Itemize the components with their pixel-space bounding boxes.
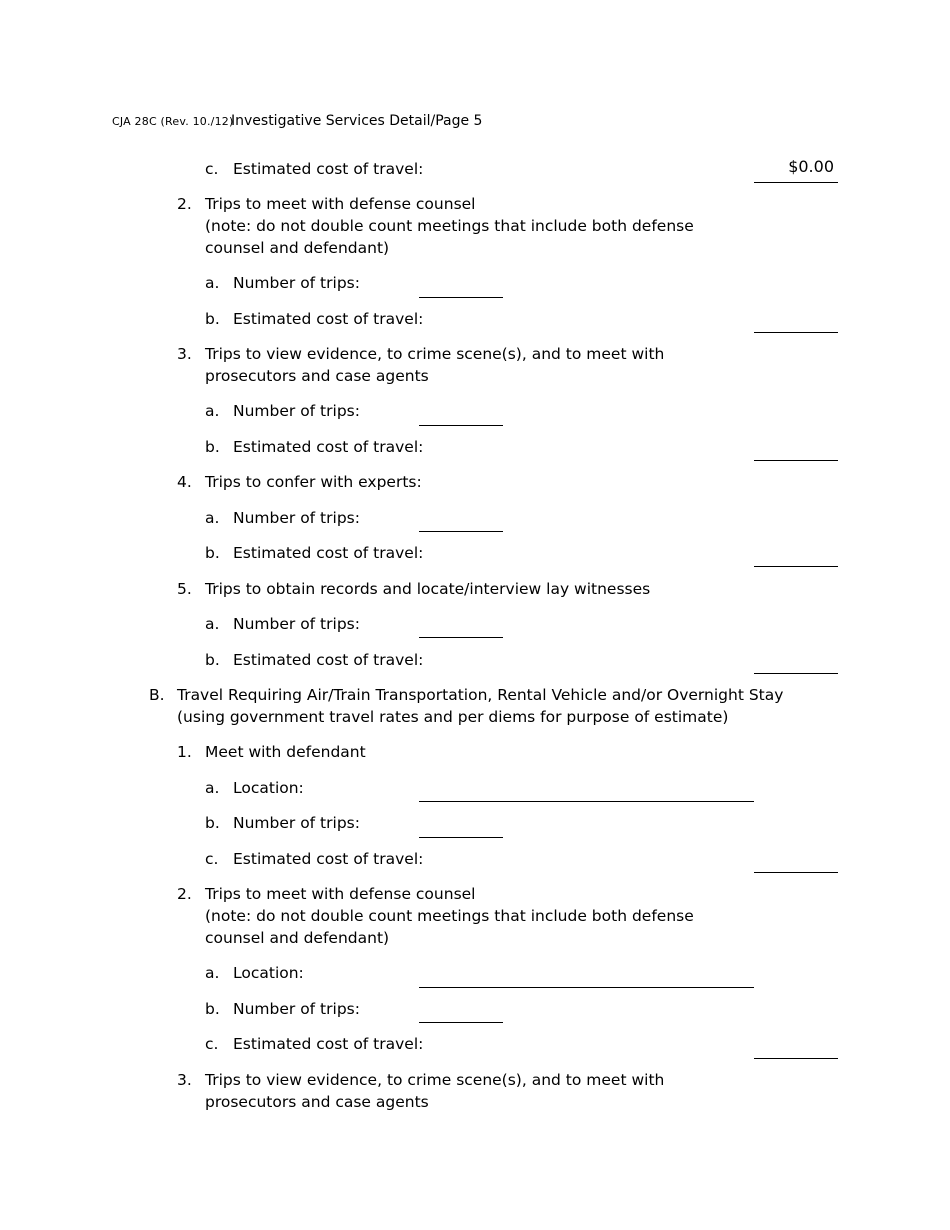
item-note: (note: do not double count meetings that include both defense xyxy=(205,217,694,235)
field-underline xyxy=(419,837,503,838)
cost-input[interactable] xyxy=(754,653,838,673)
cost-label: Estimated cost of travel: xyxy=(233,850,424,868)
cost-label: Estimated cost of travel: xyxy=(233,160,424,178)
location-label: Location: xyxy=(233,779,304,797)
item-title-cont: prosecutors and case agents xyxy=(205,367,429,385)
number-of-trips-input[interactable] xyxy=(419,511,503,531)
cost-field-line xyxy=(754,460,838,461)
sub-letter: b. xyxy=(205,814,220,832)
field-underline xyxy=(419,531,503,532)
item-title: Trips to confer with experts: xyxy=(205,473,422,491)
location-label: Location: xyxy=(233,964,304,982)
sub-letter: a. xyxy=(205,509,220,527)
item-note: counsel and defendant) xyxy=(205,929,390,947)
field-underline xyxy=(419,637,503,638)
item-number: 2. xyxy=(177,885,192,903)
field-underline xyxy=(419,987,754,988)
field-underline xyxy=(419,425,503,426)
cost-label: Estimated cost of travel: xyxy=(233,310,424,328)
number-of-trips-label: Number of trips: xyxy=(233,615,360,633)
cost-field-line xyxy=(754,566,838,567)
cost-input[interactable] xyxy=(754,312,838,332)
item-title: Trips to meet with defense counsel xyxy=(205,885,476,903)
item-title: Trips to obtain records and locate/interview lay witnesses xyxy=(205,580,651,598)
cost-field-line xyxy=(754,673,838,674)
cost-field-line xyxy=(754,332,838,333)
number-of-trips-label: Number of trips: xyxy=(233,509,360,527)
cost-label: Estimated cost of travel: xyxy=(233,1035,424,1053)
sub-letter: a. xyxy=(205,779,220,797)
number-of-trips-label: Number of trips: xyxy=(233,274,360,292)
sub-letter: b. xyxy=(205,438,220,456)
item-title: Trips to view evidence, to crime scene(s), and to meet with xyxy=(205,1071,665,1089)
section-subtitle: (using government travel rates and per diems for purpose of estimate) xyxy=(177,708,729,726)
cost-amount[interactable]: $0.00 xyxy=(788,157,834,176)
cost-label: Estimated cost of travel: xyxy=(233,544,424,562)
section-title: Travel Requiring Air/Train Transportation, Rental Vehicle and/or Overnight Stay xyxy=(177,686,784,704)
cost-field-line xyxy=(754,182,838,183)
item-number: 3. xyxy=(177,345,192,363)
item-note: counsel and defendant) xyxy=(205,239,390,257)
cost-label: Estimated cost of travel: xyxy=(233,651,424,669)
cost-field-line xyxy=(754,1058,838,1059)
section-letter: B. xyxy=(149,686,165,704)
number-of-trips-label: Number of trips: xyxy=(233,402,360,420)
cost-input[interactable] xyxy=(754,852,838,872)
number-of-trips-input[interactable] xyxy=(419,1002,503,1022)
item-number: 3. xyxy=(177,1071,192,1089)
sub-letter: b. xyxy=(205,651,220,669)
location-input[interactable] xyxy=(419,781,754,801)
item-letter: c. xyxy=(205,160,219,178)
item-note: (note: do not double count meetings that include both defense xyxy=(205,907,694,925)
location-input[interactable] xyxy=(419,967,754,987)
sub-letter: c. xyxy=(205,1035,219,1053)
item-number: 1. xyxy=(177,743,192,761)
cost-field-line xyxy=(754,872,838,873)
sub-letter: b. xyxy=(205,1000,220,1018)
sub-letter: c. xyxy=(205,850,219,868)
cost-label: Estimated cost of travel: xyxy=(233,438,424,456)
item-title: Trips to view evidence, to crime scene(s), and to meet with xyxy=(205,345,665,363)
item-title: Meet with defendant xyxy=(205,743,366,761)
sub-letter: b. xyxy=(205,310,220,328)
cost-input[interactable] xyxy=(754,546,838,566)
number-of-trips-input[interactable] xyxy=(419,405,503,425)
item-title-cont: prosecutors and case agents xyxy=(205,1093,429,1111)
page-title: Investigative Services Detail/Page 5 xyxy=(231,113,483,129)
sub-letter: b. xyxy=(205,544,220,562)
sub-letter: a. xyxy=(205,274,220,292)
number-of-trips-label: Number of trips: xyxy=(233,814,360,832)
field-underline xyxy=(419,801,754,802)
field-underline xyxy=(419,297,503,298)
item-number: 4. xyxy=(177,473,192,491)
cost-input[interactable] xyxy=(754,1038,838,1058)
number-of-trips-label: Number of trips: xyxy=(233,1000,360,1018)
sub-letter: a. xyxy=(205,402,220,420)
item-title: Trips to meet with defense counsel xyxy=(205,195,476,213)
number-of-trips-input[interactable] xyxy=(419,617,503,637)
item-number: 5. xyxy=(177,580,192,598)
item-number: 2. xyxy=(177,195,192,213)
cost-input[interactable] xyxy=(754,440,838,460)
sub-letter: a. xyxy=(205,964,220,982)
number-of-trips-input[interactable] xyxy=(419,277,503,297)
number-of-trips-input[interactable] xyxy=(419,817,503,837)
form-id: CJA 28C (Rev. 10./12) xyxy=(112,115,234,128)
sub-letter: a. xyxy=(205,615,220,633)
field-underline xyxy=(419,1022,503,1023)
